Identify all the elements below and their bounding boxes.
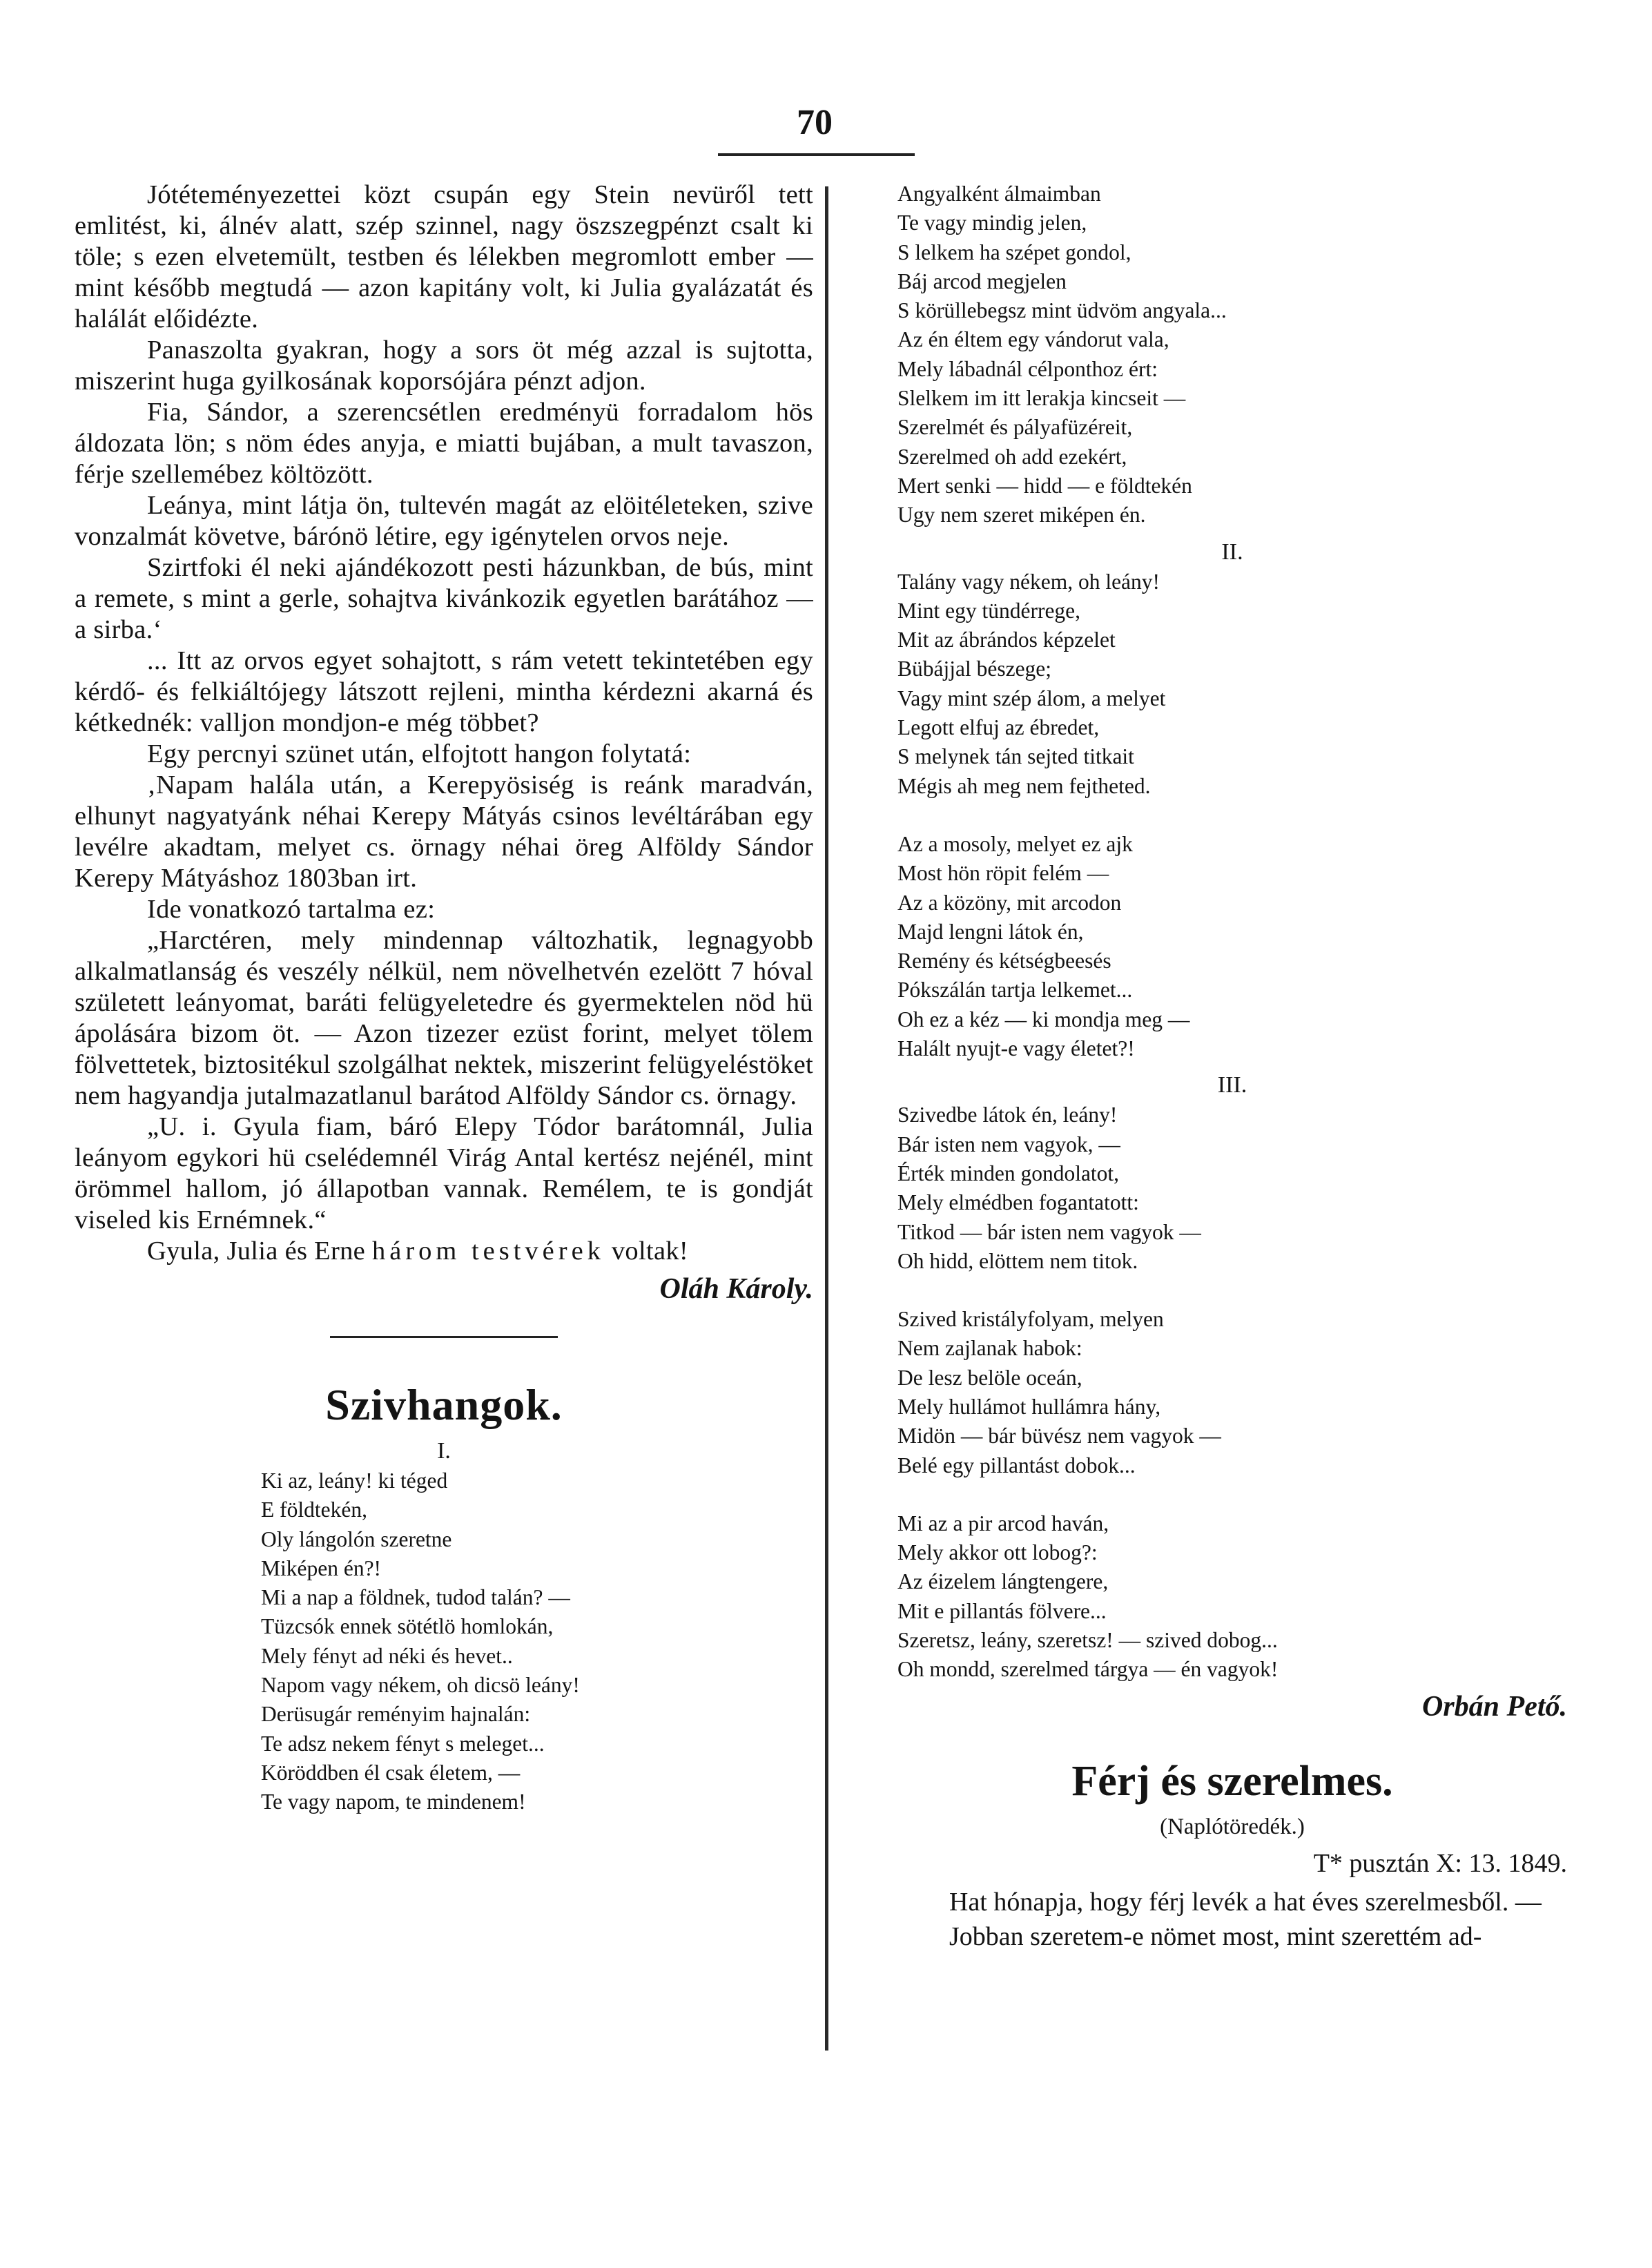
stanza-gap xyxy=(897,1480,1567,1509)
poem-part-number: I. xyxy=(437,1438,451,1464)
poem-line: Vagy mint szép álom, a melyet xyxy=(897,686,1166,710)
poem-line: Mely fényt ad néki és hevet.. xyxy=(261,1643,513,1668)
poem-line: Tüzcsók ennek sötétlö homlokán, xyxy=(261,1614,554,1639)
poem-line: Pókszálán tartja lelkemet... xyxy=(897,978,1133,1002)
poem-line: Oh hidd, elöttem nem titok. xyxy=(897,1248,1138,1273)
poem-line: Mint egy tündérrege, xyxy=(897,598,1081,623)
poem-line: Ugy nem szeret miképen én. xyxy=(897,503,1146,527)
poem-line: Mégis ah meg nem fejtheted. xyxy=(897,773,1151,798)
poem-line: Nem zajlanak habok: xyxy=(897,1336,1082,1361)
poem-line: Mit az ábrándos képzelet xyxy=(897,628,1116,652)
right-column xyxy=(897,180,1567,1954)
poem-line: Mit e pillantás fölvere... xyxy=(897,1598,1107,1623)
poem-line: Mi az a pir arcod haván, xyxy=(897,1511,1109,1535)
paragraph: „Harctéren, mely mindennap változhatik, legnagyobb alkalmatlanság és veszély nélkül, nem növelhetvén ezelött 7 hóval született leányomat, baráti felügyeletedre és gyermektelen nöd hü ápolására bizom öt. — Azon tizezer ezüst forint, melyet tölem fölvettetek, biztositékul szolgálhat nektek, miszerint felügyeléstöket nem hagyandja jutalmazatlanul barátod Alföldy Sándor cs. örnagy. xyxy=(75,926,813,1110)
poem-line: Bübájjal bészege; xyxy=(897,657,1052,681)
poem-line: Az éizelem lángtengere, xyxy=(897,1569,1109,1594)
poem-line: E földtekén, xyxy=(261,1498,367,1522)
poem-line: Te vagy mindig jelen, xyxy=(897,211,1087,235)
paragraph: Fia, Sándor, a szerencsétlen eredményü forradalom hös áldozata lön; s nöm édes anyja, e miatti bujában, a mult tavaszon, férje szellemébez költözött. xyxy=(75,398,813,489)
final-line xyxy=(75,1236,813,1267)
poem-line: Az a mosoly, melyet ez ajk xyxy=(897,831,1133,856)
poem-line: S lelkem ha szépet gondol, xyxy=(897,240,1131,264)
poem-line: S melynek tán sejted titkait xyxy=(897,744,1134,769)
poem-line: Midön — bár büvész nem vagyok — xyxy=(897,1424,1221,1448)
page-number: 70 xyxy=(797,103,833,142)
poem-line: Mert senki — hidd — e földtekén xyxy=(897,473,1192,498)
paragraph: „U. i. Gyula fiam, báró Elepy Tódor barátomnál, Julia leányom egykori hü cselédemnél Virág Antal kertész nejénél, mint örömmel hallom, jó állapotban vannak. Remélem, te is gondját viseled kis Ernémnek.“ xyxy=(75,1112,813,1234)
poem-line: Szeretsz, leány, szeretsz! — szived dobog... xyxy=(897,1628,1278,1653)
poem-line: De lesz belöle oceán, xyxy=(897,1365,1082,1390)
poem-part-number: II. xyxy=(1221,539,1243,565)
poem-stanza xyxy=(261,1466,813,1817)
poem-stanza xyxy=(897,180,1567,530)
poem-line: Mely lábadnál célponthoz ért: xyxy=(897,356,1158,381)
poem-line: Szerelmét és pályafüzéreit, xyxy=(897,415,1133,440)
poem-line: Most hön röpit felém — xyxy=(897,861,1109,886)
poem-stanza xyxy=(897,568,1567,801)
paragraph: ... Itt az orvos egyet sohajtott, s rám vetett tekintetében egy kérdő- és felkiáltójegy látszott rejleni, mintha kérdezni akarná és kétkednék: valljon mondjon-e még többet? xyxy=(75,646,813,737)
paragraph: Ide vonatkozó tartalma ez: xyxy=(147,895,436,924)
poem-line: Oh ez a kéz — ki mondja meg — xyxy=(897,1007,1190,1031)
poem-line: Majd lengni látok én, xyxy=(897,919,1084,944)
poem-line: Az én éltem egy vándorut vala, xyxy=(897,327,1169,352)
section-rule xyxy=(330,1336,558,1338)
paragraph: Jobban szeretem-e nömet most, mint szerettém ad- xyxy=(949,1921,1482,1951)
story-text xyxy=(75,180,813,1267)
poem-line: Az a közöny, mit arcodon xyxy=(897,890,1122,915)
poem-line: Mely hullámot hullámra hány, xyxy=(897,1394,1161,1419)
poem-title: Szivhangok. xyxy=(325,1380,563,1429)
poem-line: S körüllebegsz mint üdvöm angyala... xyxy=(897,298,1227,323)
poem-line: Szerelmed oh add ezekért, xyxy=(897,444,1127,469)
poem-stanza xyxy=(897,1101,1567,1276)
poem-part-number: III. xyxy=(1217,1072,1247,1098)
poem-line: Oly lángolón szeretne xyxy=(261,1526,452,1551)
column-divider xyxy=(825,186,828,2051)
poem-line: Remény és kétségbeesés xyxy=(897,949,1111,973)
article-title: Férj és szerelmes. xyxy=(1071,1757,1393,1805)
poem-line: Talány vagy nékem, oh leány! xyxy=(897,569,1160,594)
poem-line: Slelkem im itt lerakja kincseit — xyxy=(897,386,1186,411)
poem-line: Szivedbe látok én, leány! xyxy=(897,1103,1118,1127)
poem-line: Mely akkor ott lobog?: xyxy=(897,1540,1098,1565)
paragraph: Egy percnyi szünet után, elfojtott hangon folytatá: xyxy=(147,739,692,768)
poem-line: Érték minden gondolatot, xyxy=(897,1161,1120,1185)
poem-line: Derüsugár reményim hajnalán: xyxy=(261,1702,531,1727)
poem-stanza xyxy=(897,830,1567,1063)
poem-stanza xyxy=(897,1509,1567,1685)
poem-line: Köröddben él csak életem, — xyxy=(261,1760,521,1785)
header-rule xyxy=(718,153,915,156)
paragraph: Leánya, mint látja ön, tultevén magát az elöitéleteken, szive vonzalmát követve, bárónö létire, egy igénytelen orvos neje. xyxy=(75,491,813,551)
poem-line: Legott elfuj az ébredet, xyxy=(897,715,1100,740)
poem-stanza xyxy=(897,1305,1567,1480)
poem-line: Belé egy pillantást dobok... xyxy=(897,1453,1136,1477)
article-subtitle: (Naplótöredék.) xyxy=(1160,1814,1305,1839)
poem-line: Te adsz nekem fényt s meleget... xyxy=(261,1731,545,1756)
poem-line: Mely elmédben fogantatott: xyxy=(897,1190,1139,1215)
poem-line: Bár isten nem vagyok, — xyxy=(897,1132,1120,1156)
poem-line: Angyalként álmaimban xyxy=(897,182,1101,206)
poem-line: Titkod — bár isten nem vagyok — xyxy=(897,1219,1201,1244)
poem-line: Napom vagy nékem, oh dicsö leány! xyxy=(261,1673,580,1698)
author-signature: Oláh Károly. xyxy=(659,1273,813,1305)
final-line-pre: Gyula, Julia és Erne xyxy=(147,1237,372,1266)
paragraph: Szirtfoki él neki ajándékozott pesti házunkban, de bús, mint a remete, s mint a gerle, sohajtva kivánkozik egyetlen barátához — a sirba.‘ xyxy=(75,553,813,644)
paragraph: Hat hónapja, hogy férj levék a hat éves szerelmesből. — xyxy=(949,1887,1542,1917)
paragraph: ‚Napam halála után, a Kerepyösiség is reánk maradván, elhunyt nagyatyánk néhai Kerepy Mátyás csinos levéltárában egy levélre akadtam, melyet cs. örnagy néhai öreg Alföldy Sándor Kerepy Mátyáshoz 1803ban irt. xyxy=(75,770,813,893)
poem-line: Te vagy napom, te mindenem! xyxy=(261,1790,526,1814)
final-line-post: voltak! xyxy=(604,1237,689,1266)
poem-line: Halált nyujt-e vagy életet?! xyxy=(897,1036,1135,1061)
poem-line: Mi a nap a földnek, tudod talán? — xyxy=(261,1585,570,1610)
poem-line: Báj arcod megjelen xyxy=(897,269,1067,293)
stanza-gap xyxy=(897,1276,1567,1305)
article-text xyxy=(822,1885,1567,1954)
paragraph: Jótéteményezettei közt csupán egy Stein nevüről tett emlitést, ki, álnév alatt, szép szinnel, nagy öszszegpénzt csalt ki töle; s ezen elvetemült, testben és lélekben megromlott ember — mint később megtudá — azon kapitány volt, ki Julia gyalázatát és halálát előidézte. xyxy=(75,180,813,333)
paragraph: Panaszolta gyakran, hogy a sors öt még azzal is sujtotta, miszerint huga gyilkosának koporsójára pénzt adjon. xyxy=(75,336,813,396)
poem-line: Ki az, leány! ki téged xyxy=(261,1469,448,1493)
poem-line: Miképen én?! xyxy=(261,1555,382,1580)
stanza-gap xyxy=(897,801,1567,830)
dateline: T* pusztán X: 13. 1849. xyxy=(1313,1848,1567,1878)
final-line-spaced: három testvérek xyxy=(371,1237,605,1266)
left-column xyxy=(75,180,813,1817)
poem-line: Oh mondd, szerelmed tárgya — én vagyok! xyxy=(897,1657,1279,1682)
author-signature: Orbán Pető. xyxy=(1422,1690,1567,1723)
poem-line: Szived kristályfolyam, melyen xyxy=(897,1307,1164,1332)
